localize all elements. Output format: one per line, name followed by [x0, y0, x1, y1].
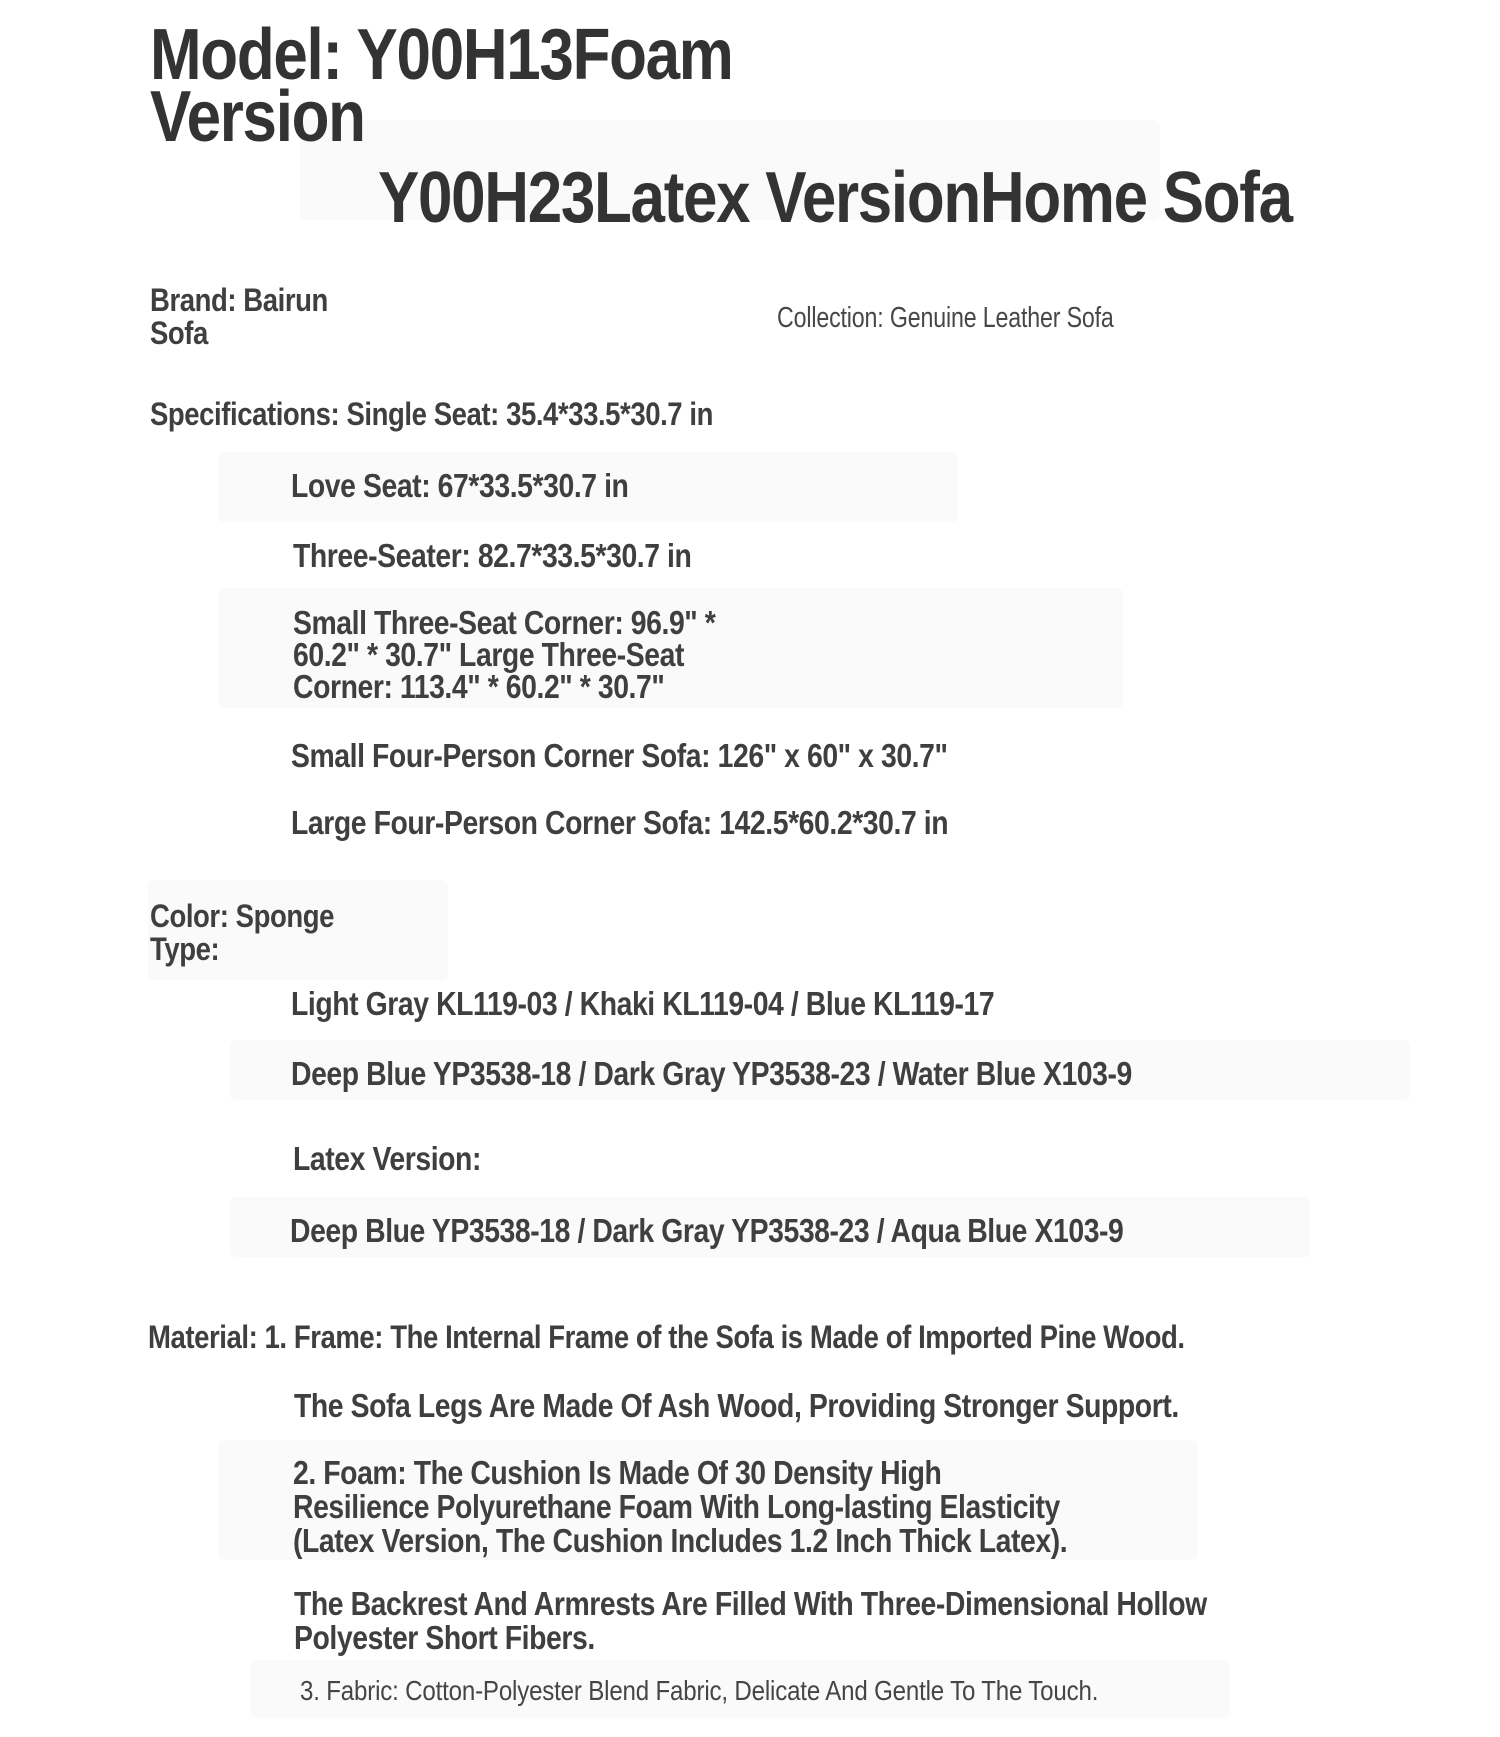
spec-corner-line-2: 60.2" * 30.7" Large Three-Seat — [293, 636, 685, 673]
material-foam-line-2: Resilience Polyurethane Foam With Long-lasting Elasticity — [293, 1488, 1060, 1525]
color-sponge-options-2: Deep Blue YP3538-18 / Dark Gray YP3538-23 / Water Blue X103-9 — [291, 1055, 1132, 1092]
spec-large-four-person: Large Four-Person Corner Sofa: 142.5*60.2*30.7 in — [291, 804, 949, 841]
spec-corner-line-1: Small Three-Seat Corner: 96.9" * — [293, 604, 716, 641]
page-subtitle: Y00H23Latex VersionHome Sofa — [378, 158, 1292, 238]
specifications-label: Specifications: Single Seat: 35.4*33.5*30.7 in — [150, 396, 713, 432]
color-label — [150, 900, 334, 966]
material-foam-line-1: 2. Foam: The Cushion Is Made Of 30 Density High — [293, 1454, 942, 1491]
material-backrest-block — [294, 1587, 1207, 1655]
color-label-line-2: Type: — [150, 931, 220, 967]
color-latex-label: Latex Version: — [293, 1140, 481, 1177]
color-label-line-1: Color: Sponge — [150, 898, 334, 934]
material-fabric: 3. Fabric: Cotton-Polyester Blend Fabric, Delicate And Gentle To The Touch. — [300, 1675, 1099, 1706]
material-foam-line-3: (Latex Version, The Cushion Includes 1.2 Inch Thick Latex). — [293, 1522, 1068, 1559]
spec-corner-block — [293, 604, 716, 705]
material-foam-block — [293, 1456, 1067, 1558]
brand-line-1: Brand: Bairun — [150, 282, 328, 318]
material-backrest-line-1: The Backrest And Armrests Are Filled With Three-Dimensional Hollow — [294, 1585, 1207, 1622]
material-legs: The Sofa Legs Are Made Of Ash Wood, Providing Stronger Support. — [294, 1387, 1179, 1424]
brand-line-2: Sofa — [150, 315, 208, 351]
material-backrest-line-2: Polyester Short Fibers. — [294, 1619, 595, 1656]
spec-three-seater: Three-Seater: 82.7*33.5*30.7 in — [293, 537, 692, 574]
brand-label — [150, 284, 328, 350]
page-title-line-1: Model: Y00H13Foam — [150, 15, 733, 95]
page-title-line-2: Version — [150, 77, 365, 157]
collection-text: Collection: Genuine Leather Sofa — [777, 302, 1114, 334]
color-latex-options: Deep Blue YP3538-18 / Dark Gray YP3538-23 / Aqua Blue X103-9 — [290, 1212, 1124, 1249]
material-label: Material: 1. Frame: The Internal Frame of the Sofa is Made of Imported Pine Wood. — [148, 1319, 1185, 1355]
page-title — [150, 15, 733, 157]
spec-corner-line-3: Corner: 113.4" * 60.2" * 30.7" — [293, 668, 665, 705]
spec-small-four-person: Small Four-Person Corner Sofa: 126" x 60" x 30.7" — [291, 737, 948, 774]
color-sponge-options-1: Light Gray KL119-03 / Khaki KL119-04 / Blue KL119-17 — [291, 985, 995, 1022]
spec-love-seat: Love Seat: 67*33.5*30.7 in — [291, 467, 629, 504]
